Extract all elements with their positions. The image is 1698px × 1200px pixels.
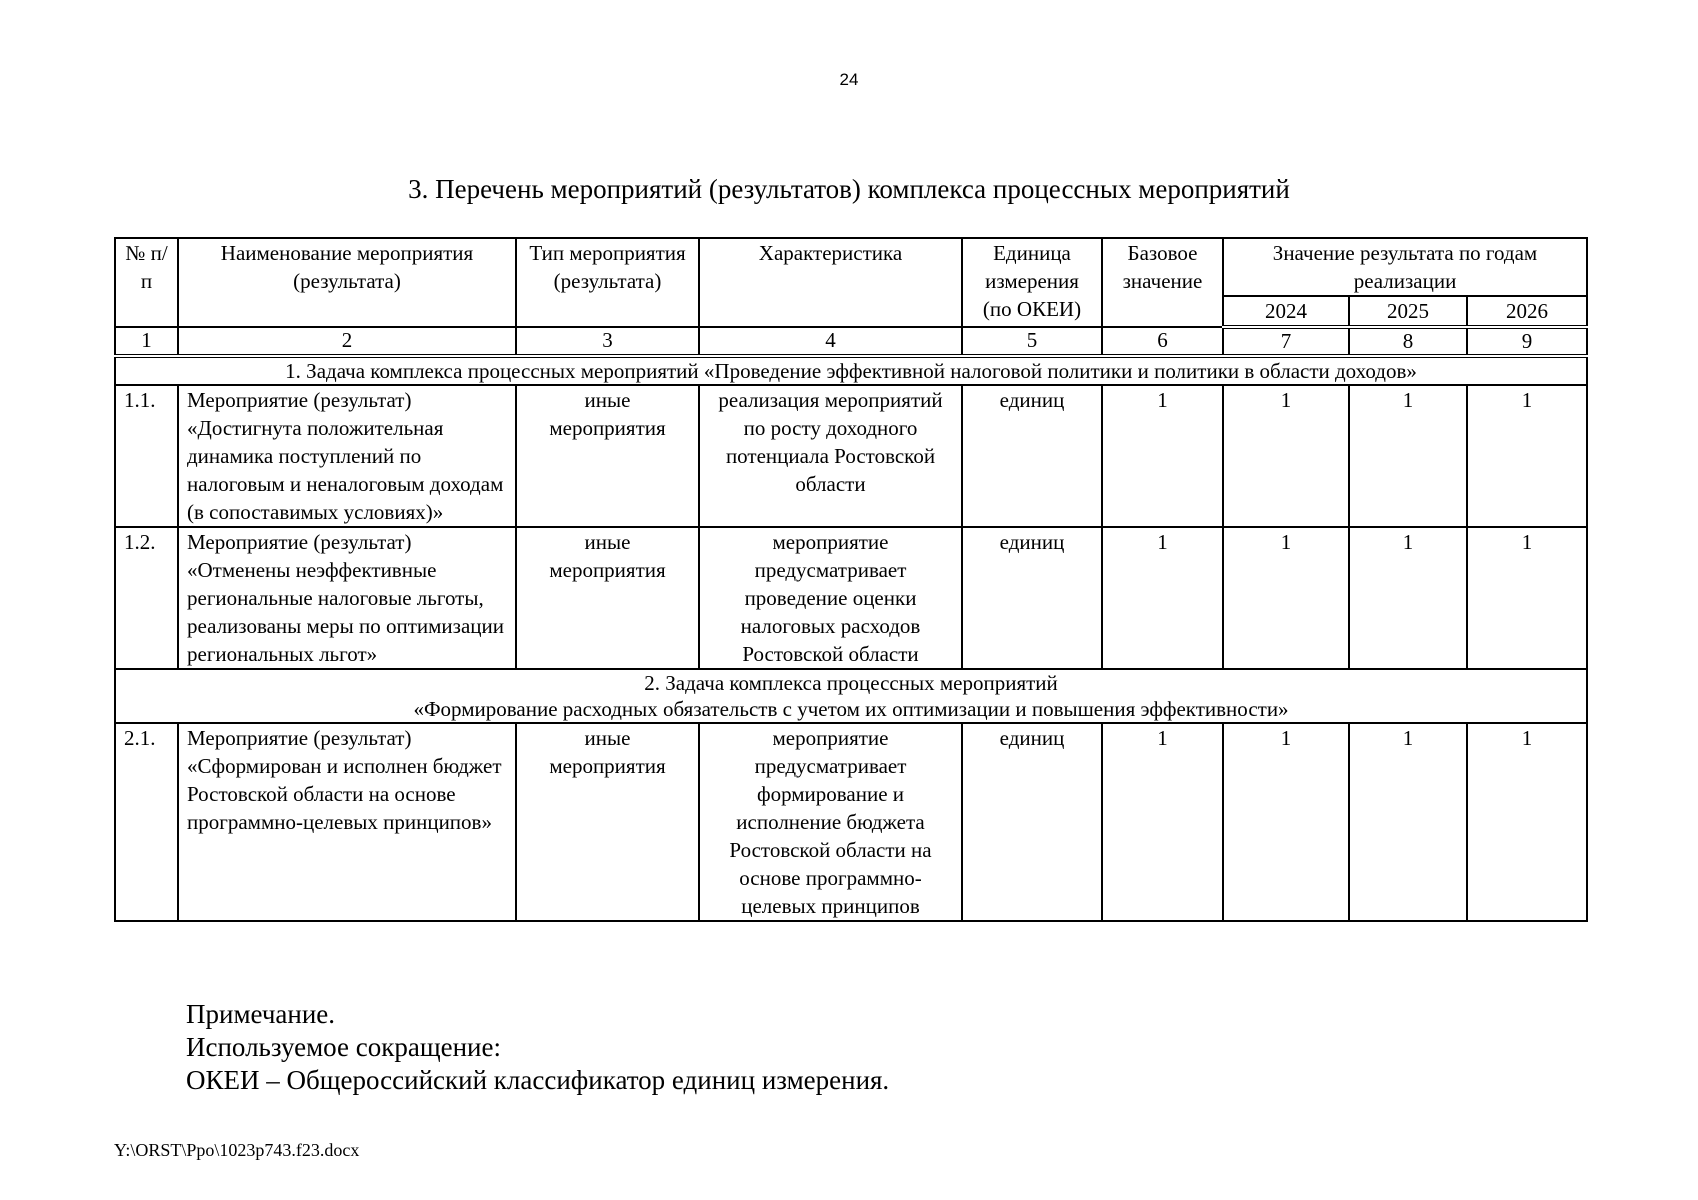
- header-year-2025: 2025: [1349, 296, 1467, 327]
- task-title-2-line-1: 2. Задача комплекса процессных мероприятий: [644, 671, 1058, 695]
- column-number: 6: [1102, 327, 1223, 356]
- row-base-value: 1: [1102, 723, 1223, 921]
- row-num: 2.1.: [115, 723, 178, 921]
- page-title: 3. Перечень мероприятий (результатов) комплекса процессных мероприятий: [408, 174, 1290, 204]
- row-value-2025: 1: [1349, 723, 1467, 921]
- events-table: [114, 237, 1588, 922]
- table-row: [115, 527, 1587, 669]
- header-num: № п/п: [115, 238, 178, 327]
- header-type: Тип мероприятия (результата): [516, 238, 699, 327]
- header-row: [115, 238, 1587, 296]
- row-num: 1.2.: [115, 527, 178, 669]
- row-value-2025: 1: [1349, 527, 1467, 669]
- row-value-2024: 1: [1223, 385, 1349, 527]
- column-number: 9: [1467, 327, 1587, 356]
- column-number: 5: [962, 327, 1102, 356]
- column-number: 1: [115, 327, 178, 356]
- row-base-value: 1: [1102, 385, 1223, 527]
- row-value-2024: 1: [1223, 723, 1349, 921]
- row-value-2026: 1: [1467, 527, 1587, 669]
- row-value-2026: 1: [1467, 385, 1587, 527]
- row-value-2026: 1: [1467, 723, 1587, 921]
- column-number: 4: [699, 327, 962, 356]
- header-name: Наименование мероприятия (результата): [178, 238, 516, 327]
- abbreviation-definition: ОКЕИ – Общероссийский классификатор единиц измерения.: [186, 1065, 890, 1095]
- column-numbers-row: [115, 327, 1587, 356]
- row-unit: единиц: [962, 527, 1102, 669]
- table-row: [115, 723, 1587, 921]
- row-characteristic: мероприятие предусматривает проведение оценки налоговых расходов Ростовской области: [699, 527, 962, 669]
- column-number: 2: [178, 327, 516, 356]
- row-characteristic: мероприятие предусматривает формирование и исполнение бюджета Ростовской области на основе программно-целевых принципов: [699, 723, 962, 921]
- row-name: Мероприятие (результат) «Отменены неэффективные региональные налоговые льготы, реализованы меры по оптимизации региональных льгот»: [178, 527, 516, 669]
- table-row: [115, 385, 1587, 527]
- task-row-1: [115, 356, 1587, 385]
- row-name: Мероприятие (результат) «Сформирован и исполнен бюджет Ростовской области на основе программно-целевых принципов»: [178, 723, 516, 921]
- header-values-by-year: Значение результата по годам реализации: [1223, 238, 1587, 296]
- row-value-2024: 1: [1223, 527, 1349, 669]
- column-number: 8: [1349, 327, 1467, 356]
- row-base-value: 1: [1102, 527, 1223, 669]
- header-base-value: Базовое значение: [1102, 238, 1223, 327]
- file-path: Y:\ORST\Ppo\1023p743.f23.docx: [114, 1140, 360, 1160]
- header-year-2024: 2024: [1223, 296, 1349, 327]
- row-unit: единиц: [962, 723, 1102, 921]
- column-number: 3: [516, 327, 699, 356]
- row-name: Мероприятие (результат) «Достигнута положительная динамика поступлений по налоговым и неналоговым доходам (в сопоставимых условиях)»: [178, 385, 516, 527]
- header-unit: Единица измерения (по ОКЕИ): [962, 238, 1102, 327]
- row-type: иные мероприятия: [516, 527, 699, 669]
- page-number: 24: [839, 70, 859, 89]
- notes-heading: Примечание.: [186, 999, 336, 1029]
- notes-block: [186, 998, 889, 1097]
- column-number: 7: [1223, 327, 1349, 356]
- abbreviation-label: Используемое сокращение:: [186, 1032, 501, 1062]
- row-characteristic: реализация мероприятий по росту доходного потенциала Ростовской области: [699, 385, 962, 527]
- header-year-2026: 2026: [1467, 296, 1587, 327]
- task-row-2: [115, 669, 1587, 723]
- row-unit: единиц: [962, 385, 1102, 527]
- task-title-2: [115, 669, 1587, 723]
- header-characteristic: Характеристика: [699, 238, 962, 327]
- row-num: 1.1.: [115, 385, 178, 527]
- task-title-2-line-2: «Формирование расходных обязательств с учетом их оптимизации и повышения эффективности»: [413, 697, 1289, 721]
- row-type: иные мероприятия: [516, 385, 699, 527]
- row-type: иные мероприятия: [516, 723, 699, 921]
- row-value-2025: 1: [1349, 385, 1467, 527]
- task-title-1: 1. Задача комплекса процессных мероприятий «Проведение эффективной налоговой политики и политики в области доходов»: [115, 356, 1587, 385]
